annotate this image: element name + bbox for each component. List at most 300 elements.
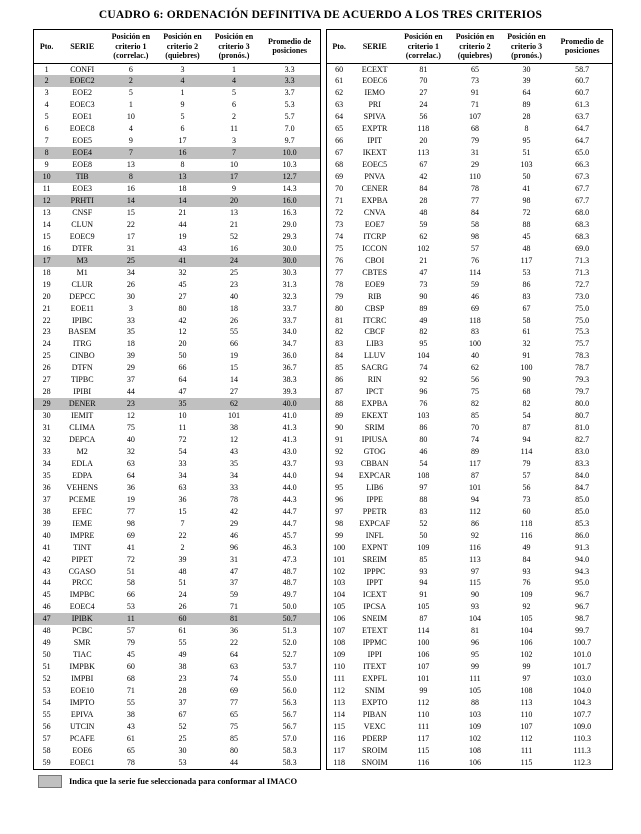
serie-cell: EPIVA	[70, 709, 94, 719]
criterio3-cell: 112	[520, 733, 533, 743]
promedio-cell: 52.7	[282, 650, 297, 660]
serie-cell: PRCC	[71, 578, 93, 588]
criterio1-cell: 60	[126, 662, 135, 672]
criterio2-cell: 55	[178, 638, 187, 648]
criterio3-cell: 72	[522, 207, 531, 217]
promedio-cell: 32.3	[282, 291, 297, 301]
criterio3-cell: 111	[520, 745, 533, 755]
promedio-cell: 36.7	[282, 363, 297, 373]
criterio1-cell: 106	[417, 650, 430, 660]
criterio1-cell: 48	[419, 207, 428, 217]
criterio2-cell: 62	[470, 363, 479, 373]
serie-cell: IMPRE	[69, 530, 95, 540]
criterio1-cell: 37	[126, 375, 135, 385]
serie-cell: EOE7	[364, 219, 385, 229]
promedio-cell: 101.0	[573, 650, 592, 660]
promedio-cell: 56.3	[282, 698, 297, 708]
criterio1-cell: 23	[105, 398, 157, 410]
serie-cell: IMPBC	[69, 590, 95, 600]
promedio-cell: 61.3	[575, 100, 590, 110]
criterio2-cell: 103	[468, 709, 481, 719]
table-row	[326, 255, 613, 267]
criterio1-cell: 95	[419, 339, 428, 349]
pto-cell: 43	[42, 566, 51, 576]
table-row	[34, 99, 321, 111]
criterio3-cell: 75	[230, 721, 239, 731]
pto-cell: 12	[34, 195, 60, 207]
promedio-cell: 10.0	[260, 147, 320, 159]
criterio3-cell: 41	[522, 184, 531, 194]
promedio-cell: 48.7	[282, 566, 297, 576]
promedio-cell: 91.3	[575, 542, 590, 552]
table-row	[326, 315, 613, 327]
promedio-cell: 41.0	[282, 411, 297, 421]
pto-cell: 97	[335, 506, 344, 516]
serie-cell: EOE2	[72, 88, 92, 98]
criterio3-cell: 14	[230, 375, 239, 385]
pto-cell: 95	[335, 482, 344, 492]
criterio2-cell: 36	[178, 494, 187, 504]
serie-cell: EOE10	[70, 686, 94, 696]
promedio-cell: 56.0	[282, 686, 297, 696]
serie-cell: M3	[59, 255, 105, 267]
criterio1-cell: 5	[128, 88, 133, 98]
criterio1-cell: 93	[419, 566, 428, 576]
criterio2-cell: 26	[178, 602, 187, 612]
criterio3-cell: 114	[520, 447, 533, 456]
pto-cell: 70	[335, 184, 344, 194]
pto-cell: 16	[42, 243, 51, 253]
promedio-cell: 16.0	[260, 195, 320, 207]
serie-cell: IPIBK	[59, 613, 105, 625]
pto-cell: 22	[42, 315, 51, 325]
serie-cell: EOEC5	[362, 160, 388, 170]
promedio-cell: 29.3	[282, 231, 297, 241]
criterio3-cell: 40	[230, 291, 239, 301]
serie-cell: PCBC	[71, 626, 93, 636]
criterio3-cell: 57	[522, 470, 531, 480]
serie-cell: EOE11	[70, 303, 94, 313]
criterio3-cell: 101	[228, 411, 241, 421]
criterio2-cell: 82	[470, 399, 479, 409]
criterio2-cell: 106	[468, 757, 481, 767]
criterio3-cell: 12	[230, 435, 239, 445]
pto-cell: 39	[42, 518, 51, 528]
criterio2-cell: 11	[178, 423, 187, 433]
criterio3-cell: 107	[520, 721, 533, 731]
promedio-cell: 44.0	[282, 470, 297, 480]
criterio2-cell: 54	[178, 447, 187, 456]
criterio2-cell: 38	[178, 662, 187, 672]
criterio2-cell: 105	[468, 686, 481, 696]
criterio2-cell: 3	[180, 64, 185, 74]
criterio3-cell: 13	[230, 207, 239, 217]
serie-cell: IPPPC	[364, 566, 386, 576]
criterio2-cell: 53	[178, 757, 187, 767]
criterio2-cell: 15	[178, 506, 187, 516]
table-row	[326, 566, 613, 578]
criterio1-cell: 89	[419, 303, 428, 313]
serie-cell: TINT	[73, 542, 92, 552]
table-row	[326, 338, 613, 350]
pto-cell: 106	[333, 614, 346, 624]
table-row	[34, 255, 321, 267]
criterio3-cell: 78	[230, 494, 239, 504]
criterio3-cell: 52	[230, 231, 239, 241]
serie-cell: EOE5	[72, 136, 92, 146]
criterio1-cell: 71	[126, 686, 135, 696]
pto-cell: 81	[335, 315, 344, 325]
criterio1-cell: 115	[417, 745, 430, 755]
criterio3-cell: 10	[230, 160, 239, 170]
serie-cell: TIB	[59, 171, 105, 183]
criterio1-cell: 11	[105, 613, 157, 625]
criterio3-cell: 96	[230, 542, 239, 552]
serie-cell: IKEXT	[362, 148, 387, 158]
promedio-cell: 72.7	[575, 279, 590, 289]
pto-cell: 98	[335, 518, 344, 528]
pto-cell: 41	[42, 542, 51, 552]
criterio3-cell: 55	[230, 327, 239, 337]
criterio2-cell: 4	[157, 75, 209, 87]
criterio2-cell: 108	[468, 745, 481, 755]
pto-cell: 102	[333, 566, 346, 576]
table-row	[34, 410, 321, 422]
promedio-cell: 107.7	[573, 709, 592, 719]
criterio3-cell: 43	[230, 447, 239, 456]
criterio3-cell: 116	[520, 530, 533, 540]
serie-cell: EOEC2	[59, 75, 105, 87]
criterio2-cell: 74	[470, 435, 479, 445]
pto-cell: 93	[335, 458, 344, 468]
criterio2-cell: 118	[469, 315, 481, 325]
promedio-cell: 45.7	[282, 530, 297, 540]
criterio2-cell: 64	[178, 375, 187, 385]
criterio2-cell: 30	[178, 745, 187, 755]
promedio-cell: 41.3	[282, 423, 297, 433]
criterio2-cell: 42	[178, 315, 187, 325]
ranking-table-left	[33, 29, 321, 770]
serie-cell: EOE4	[59, 147, 105, 159]
promedio-cell: 44.0	[282, 482, 297, 492]
pto-cell: 85	[335, 363, 344, 373]
serie-cell: TIAC	[72, 650, 92, 660]
promedio-cell: 84.0	[575, 470, 590, 480]
criterio3-cell: 99	[522, 662, 531, 672]
criterio3-cell: 19	[230, 351, 239, 361]
criterio3-cell: 53	[522, 267, 531, 277]
pto-cell: 3	[44, 88, 49, 98]
pto-cell: 108	[333, 638, 346, 648]
table-row	[34, 685, 321, 697]
table-row	[34, 649, 321, 661]
criterio2-cell: 68	[470, 124, 479, 134]
pto-cell: 56	[42, 721, 51, 731]
criterio1-cell: 74	[419, 363, 428, 373]
criterio1-cell: 44	[126, 387, 135, 397]
criterio1-cell: 30	[126, 291, 135, 301]
pto-cell: 110	[333, 662, 345, 672]
serie-cell: EOE9	[364, 279, 385, 289]
criterio2-cell: 73	[470, 76, 479, 86]
header-criterio3: Posición en criterio 3 (pronós.)	[501, 30, 553, 64]
pto-cell: 114	[333, 709, 345, 719]
criterio2-cell: 35	[157, 398, 209, 410]
pto-cell: 47	[34, 613, 60, 625]
serie-cell: EOE6	[72, 745, 92, 755]
promedio-cell: 66.3	[575, 160, 590, 170]
table-row	[34, 326, 321, 338]
pto-cell: 84	[335, 351, 344, 361]
pto-cell: 91	[335, 435, 344, 445]
promedio-cell: 29.0	[282, 219, 297, 229]
table-row	[326, 506, 613, 518]
promedio-cell: 53.7	[282, 662, 297, 672]
serie-cell: EKEXT	[361, 411, 388, 421]
criterio3-cell: 32	[522, 339, 531, 349]
criterio2-cell: 104	[468, 614, 481, 624]
table-row	[326, 518, 613, 530]
criterio1-cell: 103	[417, 411, 430, 421]
criterio3-cell: 26	[230, 315, 239, 325]
criterio1-cell: 91	[419, 590, 428, 600]
promedio-cell: 41.3	[282, 435, 297, 445]
promedio-cell: 95.0	[575, 578, 590, 588]
table-row	[34, 362, 321, 374]
header-promedio: Promedio de posiciones	[260, 30, 320, 64]
criterio1-cell: 104	[417, 351, 430, 361]
promedio-cell: 85.0	[575, 494, 590, 504]
serie-cell: DEPCC	[69, 291, 96, 301]
promedio-cell: 85.0	[575, 506, 590, 516]
table-row	[326, 75, 613, 87]
criterio1-cell: 75	[126, 423, 135, 433]
criterio2-cell: 70	[470, 423, 479, 433]
criterio1-cell: 67	[419, 160, 428, 170]
criterio2-cell: 40	[470, 351, 479, 361]
criterio2-cell: 76	[470, 255, 479, 265]
criterio2-cell: 39	[178, 554, 187, 564]
criterio2-cell: 45	[178, 279, 187, 289]
serie-cell: UTCIN	[69, 721, 95, 731]
criterio3-cell: 63	[230, 662, 239, 672]
criterio2-cell: 47	[178, 387, 187, 397]
pto-cell: 26	[42, 363, 51, 373]
serie-cell: EOE1	[72, 112, 92, 122]
table-row	[34, 661, 321, 673]
promedio-cell: 73.0	[575, 291, 590, 301]
promedio-cell: 67.7	[575, 195, 590, 205]
promedio-cell: 44.7	[282, 518, 297, 528]
criterio3-cell: 46	[230, 530, 239, 540]
table-row	[326, 291, 613, 303]
pto-cell: 72	[335, 207, 344, 217]
criterio2-cell: 66	[178, 363, 187, 373]
criterio3-cell: 93	[522, 566, 531, 576]
table-row	[326, 386, 613, 398]
table-row	[34, 721, 321, 733]
criterio1-cell: 97	[419, 482, 428, 492]
promedio-cell: 58.3	[282, 757, 297, 767]
criterio1-cell: 78	[126, 757, 135, 767]
pto-cell: 78	[335, 279, 344, 289]
criterio3-cell: 17	[208, 171, 260, 183]
criterio1-cell: 82	[419, 327, 428, 337]
pto-cell: 46	[42, 602, 51, 612]
table-row	[34, 757, 321, 769]
criterio2-cell: 115	[469, 578, 481, 588]
serie-cell: CBOI	[365, 255, 385, 265]
criterio1-cell: 6	[128, 64, 133, 74]
serie-cell: ITRG	[72, 339, 92, 349]
criterio2-cell: 84	[470, 207, 479, 217]
criterio2-cell: 6	[180, 124, 185, 134]
criterio1-cell: 83	[419, 506, 428, 516]
criterio1-cell: 96	[419, 387, 428, 397]
table-row	[326, 745, 613, 757]
promedio-cell: 83.0	[575, 447, 590, 456]
criterio2-cell: 10	[178, 411, 187, 421]
pto-cell: 69	[335, 172, 344, 182]
promedio-cell: 80.0	[575, 399, 590, 409]
serie-cell: IPPMC	[362, 638, 387, 648]
criterio2-cell: 93	[470, 602, 479, 612]
serie-cell: EFEC	[72, 506, 92, 516]
criterio3-cell: 28	[522, 112, 531, 122]
criterio2-cell: 5	[180, 112, 185, 122]
promedio-cell: 81.0	[575, 423, 590, 433]
table-row	[326, 589, 613, 601]
criterio3-cell: 82	[522, 399, 531, 409]
pto-cell: 74	[335, 231, 344, 241]
promedio-cell: 78.3	[575, 351, 590, 361]
promedio-cell: 30.0	[282, 243, 297, 253]
promedio-cell: 31.3	[282, 279, 297, 289]
pto-cell: 82	[335, 327, 344, 337]
serie-cell: IEMO	[364, 88, 385, 98]
criterio1-cell: 35	[126, 327, 135, 337]
criterio1-cell: 59	[419, 219, 428, 229]
pto-cell: 90	[335, 423, 344, 433]
pto-cell: 42	[42, 554, 51, 564]
criterio1-cell: 58	[126, 578, 135, 588]
criterio3-cell: 35	[230, 458, 239, 468]
criterio2-cell: 56	[470, 375, 479, 385]
serie-cell: DTFR	[71, 243, 93, 253]
pto-cell: 9	[44, 160, 49, 170]
criterio3-cell: 85	[230, 733, 239, 743]
criterio3-cell: 25	[230, 267, 239, 277]
pto-cell: 14	[42, 219, 51, 229]
pto-cell: 2	[34, 75, 60, 87]
pto-cell: 59	[42, 757, 51, 767]
criterio2-cell: 114	[469, 267, 481, 277]
criterio1-cell: 1	[128, 100, 133, 110]
criterio3-cell: 24	[208, 255, 260, 267]
promedio-cell: 50.0	[282, 602, 297, 612]
criterio1-cell: 64	[126, 470, 135, 480]
header-pto: Pto.	[34, 30, 60, 64]
criterio1-cell: 76	[419, 399, 428, 409]
promedio-cell: 98.7	[575, 614, 590, 624]
criterio1-cell: 85	[419, 554, 428, 564]
pto-cell: 31	[42, 423, 51, 433]
criterio2-cell: 107	[468, 112, 481, 122]
promedio-cell: 49.7	[282, 590, 297, 600]
table-row	[326, 99, 613, 111]
criterio3-cell: 104	[520, 626, 533, 636]
pto-cell: 27	[42, 375, 51, 385]
pto-cell: 36	[42, 482, 51, 492]
pto-cell: 83	[335, 339, 344, 349]
criterio1-cell: 19	[126, 494, 135, 504]
criterio3-cell: 64	[522, 88, 531, 98]
criterio1-cell: 94	[419, 578, 428, 588]
criterio2-cell: 46	[470, 291, 479, 301]
criterio1-cell: 34	[126, 267, 135, 277]
pto-cell: 10	[34, 171, 60, 183]
table-header-row	[34, 30, 321, 64]
serie-cell: EOEC4	[69, 602, 95, 612]
criterio3-cell: 65	[230, 709, 239, 719]
serie-cell: DEPCA	[69, 435, 96, 445]
promedio-cell: 94.3	[575, 566, 590, 576]
table-row	[326, 231, 613, 243]
criterio3-cell: 74	[230, 674, 239, 684]
table-row	[34, 494, 321, 506]
criterio1-cell: 13	[126, 160, 135, 170]
criterio1-cell: 9	[128, 136, 133, 146]
criterio2-cell: 8	[180, 160, 185, 170]
criterio1-cell: 33	[126, 315, 135, 325]
ranking-table-right	[326, 29, 614, 770]
criterio2-cell: 41	[157, 255, 209, 267]
legend-text: Indica que la serie fue seleccionada para conformar al IMACO	[69, 776, 298, 787]
criterio1-cell: 53	[126, 602, 135, 612]
serie-cell: LLUV	[364, 351, 386, 361]
serie-cell: PCAFE	[69, 733, 95, 743]
table-row	[326, 171, 613, 183]
serie-cell: EXPCAF	[359, 518, 391, 528]
criterio3-cell: 84	[522, 554, 531, 564]
criterio3-cell: 11	[230, 124, 238, 134]
criterio1-cell: 111	[417, 721, 430, 731]
criterio3-cell: 34	[230, 470, 239, 480]
pto-cell: 94	[335, 470, 344, 480]
criterio3-cell: 58	[522, 315, 531, 325]
promedio-cell: 39.3	[282, 387, 297, 397]
pto-cell: 35	[42, 470, 51, 480]
criterio2-cell: 1	[180, 88, 185, 98]
criterio3-cell: 9	[232, 184, 237, 194]
pto-cell: 50	[42, 650, 51, 660]
pto-cell: 37	[42, 494, 51, 504]
criterio1-cell: 16	[126, 184, 135, 194]
pto-cell: 20	[42, 291, 51, 301]
serie-cell: DTFN	[71, 363, 93, 373]
criterio2-cell: 61	[178, 626, 187, 636]
promedio-cell: 43.0	[282, 447, 297, 456]
criterio1-cell: 68	[126, 674, 135, 684]
criterio2-cell: 96	[470, 638, 479, 648]
promedio-cell: 47.3	[282, 554, 297, 564]
criterio2-cell: 57	[470, 243, 479, 253]
criterio3-cell: 37	[230, 578, 239, 588]
pto-cell: 29	[34, 398, 60, 410]
criterio3-cell: 39	[522, 76, 531, 86]
criterio1-cell: 107	[417, 662, 430, 672]
serie-cell: SNOIM	[361, 757, 388, 767]
